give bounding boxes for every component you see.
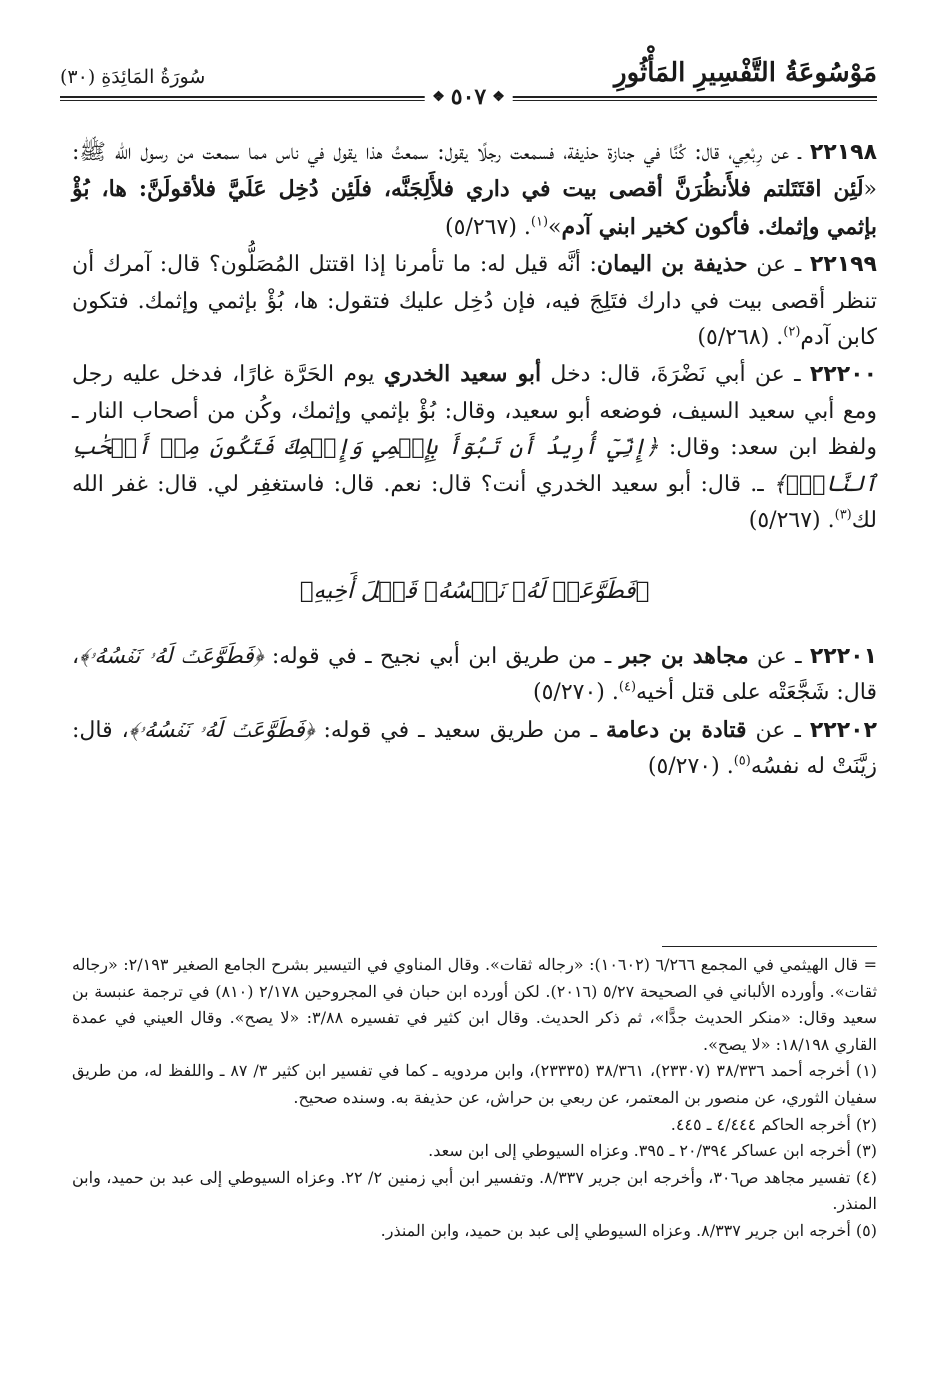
- hadith-number: ٢٢١٩٨: [809, 140, 877, 165]
- hadith-paragraph: [72, 712, 877, 786]
- narrator-name: حذيفة بن اليمان: [596, 251, 748, 278]
- hadith-reference: . (٥/٢٧٠): [647, 754, 734, 780]
- ornament-icon: ❖: [492, 89, 505, 105]
- footnote-ref: (٢): [783, 324, 801, 340]
- section-heading: ﴿فَطَوَّعَتۡ لَهُۥ نَفۡسُهُۥ قَتۡلَ أَخِيهِ﴾: [299, 578, 650, 605]
- hadith-reference: . (٥/٢٦٨): [697, 325, 784, 351]
- hadith-text: ، قال: شَجَّعَتْه على قتل أخيه: [72, 643, 877, 706]
- hadith-text: ـ عن أبي نَضْرَةَ، قال: دخل: [541, 362, 810, 388]
- page-header: [60, 52, 877, 112]
- hadith-text: »: [548, 214, 562, 240]
- narrator-name: أبو سعيد الخدري: [383, 361, 542, 388]
- hadith-text: ـ من طريق ابن أبي نجيح ـ في قوله:: [263, 643, 620, 669]
- hadith-paragraph: [72, 135, 877, 246]
- surah-title: سُورَةُ المَائِدَةِ (٣٠): [60, 66, 206, 88]
- hadith-text: : أنَّه قيل له: ما تأمرنا إذا اقتتل المُصَلُّون؟ قال: آمرك أن تنظر أقصى بيت في دارك فتَلِجَ فيه، فإن دُخِل عليك فتقول: ها، بُؤْ بإثمي وإثمك. فتكون كابن آدم: [72, 252, 877, 351]
- hadith-paragraph: [72, 638, 877, 712]
- footnote-ref: (١): [530, 214, 549, 230]
- narrator-name: قتادة بن دعامة: [605, 716, 747, 743]
- hadith-text: ـ عن: [747, 252, 810, 278]
- hadith-text: ـ. قال: أبو سعيد الخدري أنت؟ قال: نعم. قال: فاستغفِر لي. قال: غفر الله لك: [72, 471, 877, 534]
- footnote-ref: (٥): [733, 753, 751, 769]
- hadith-text: يوم الحَرَّة غارًا، فدخل عليه رجل ومع أبي سعيد السيف، فوضعه أبو سعيد، وقال: بُؤْ بإثمي وإثمك، وكُن من أصحاب النار ـ ولفظ ابن سعد: وقال:: [72, 362, 878, 461]
- footnote-ref: (٤): [618, 679, 637, 695]
- ornament-icon: ❖: [432, 89, 445, 105]
- footnote: (٣) أخرجه ابن عساكر ٢٠/٣٩٤ ـ ٣٩٥. وعزاه السيوطي إلى ابن سعد.: [428, 1141, 877, 1161]
- footnote: (١) أخرجه أحمد ٣٨/٣٣٦ (٢٣٣٠٧)، ٣٨/٣٦١ (٢٣٣٣٥)، وابن مردويه ـ كما في تفسير ابن كثير ٣/ ٨٧ ـ واللفظ له، من طريق سفيان الثوري، عن منصور بن المعتمر، عن ربعي بن حراش، عن حذيفة به. وسنده صحيح.: [72, 1061, 878, 1107]
- hadith-paragraph: [72, 246, 877, 356]
- page-number-box: [424, 84, 513, 110]
- book-title: مَوْسُوعَةُ التَّفْسِيرِ المَأْثُورِ: [614, 58, 877, 88]
- hadith-reference: . (٥/٢٦٧): [748, 508, 835, 534]
- hadith-text: ـ عن: [748, 643, 810, 669]
- quran-verse: ﴿إِنِّيٓ أُرِيدُ أَن تَبُوٓأَ بِإِثۡمِي وَإِثۡمِكَ فَتَكُونَ مِنۡ أَصۡحَٰبِ ٱلنَّارِۚ﴾: [72, 435, 877, 497]
- hadith-number: ٢٢٢٠٢: [809, 717, 877, 743]
- hadith-paragraph: [72, 356, 877, 539]
- hadith-quote: لَئِن اقتَتَلتم فلأَنظُرَنَّ أقصى بيت في داري فلأَلِجَنَّه، فلَئِن دُخِل عَلَيَّ فلأقولَنَّ: ها، بُؤْ بإثمي وإثمك. فأكون كخير ابني آدم: [72, 176, 877, 240]
- footnotes: [72, 952, 877, 1245]
- hadith-number: ٢٢١٩٩: [809, 252, 877, 278]
- hadith-number: ٢٢٢٠٠: [809, 362, 878, 388]
- main-text: [72, 135, 877, 786]
- hadith-text: ـ عن رِبْعِي، قال: كُنَّا في جنازة حذيفة، فسمعت رجلًا يقول: سمعتُ هذا يقول في ناس مما سمعت من رسول الله ﷺ: «: [72, 140, 877, 203]
- footnote: (٥) أخرجه ابن جرير ٨/٣٣٧. وعزاه السيوطي إلى عبد بن حميد، وابن المنذر.: [380, 1220, 877, 1240]
- hadith-text: ـ من طريق سعيد ـ في قوله:: [314, 717, 606, 743]
- narrator-name: مجاهد بن جبر: [619, 642, 749, 669]
- hadith-text: ، قال: زيَّنَتْ له نفسُه: [72, 717, 877, 780]
- footnote: = قال الهيثمي في المجمع ٦/٢٦٦ (١٠٦٠٢): «رجاله ثقات». وقال المناوي في التيسير بشرح الجامع الصغير ٢/١٩٣: «رجاله ثقات». وأورده الألباني في الصحيحة ٥/٢٧ (٢٠١٦). لكن أورده ابن حبان في المجروحين ٢/١٧٨ (٨١٠) في ترجمة عنبسة بن سعيد وقال: «منكر الحديث جدًّا»، ثم ذكر الحديث. وقال ابن كثير في تفسيره ٣/٨٨: «لا يصح». وقال العيني في عمدة القاري ١٨/١٩٨: «لا يصح».: [72, 955, 878, 1054]
- quran-verse: ﴿فَطَوَّعَتۡ لَهُۥ نَفۡسُهُۥ﴾: [79, 643, 264, 669]
- footnote-rule: [662, 946, 877, 947]
- hadith-reference: . (٥/٢٧٠): [533, 680, 619, 706]
- footnote-ref: (٣): [834, 507, 852, 523]
- hadith-number: ٢٢٢٠١: [809, 643, 878, 669]
- page-number: ٥٠٧: [450, 84, 487, 110]
- footnote: (٤) تفسير مجاهد ص٣٠٦، وأخرجه ابن جرير ٨/٣٣٧. وتفسير ابن أبي زمنين ٢/ ٢٢. وعزاه السيوطي إلى عبد بن حميد، وابن المنذر.: [72, 1167, 877, 1214]
- quran-verse: ﴿فَطَوَّعَتۡ لَهُۥ نَفۡسُهُۥ﴾: [128, 717, 315, 743]
- hadith-reference: . (٥/٢٦٧): [445, 214, 531, 240]
- hadith-text: ـ عن: [746, 717, 810, 743]
- footnote: (٢) أخرجه الحاكم ٤/٤٤٤ ـ ٤٤٥.: [670, 1114, 877, 1134]
